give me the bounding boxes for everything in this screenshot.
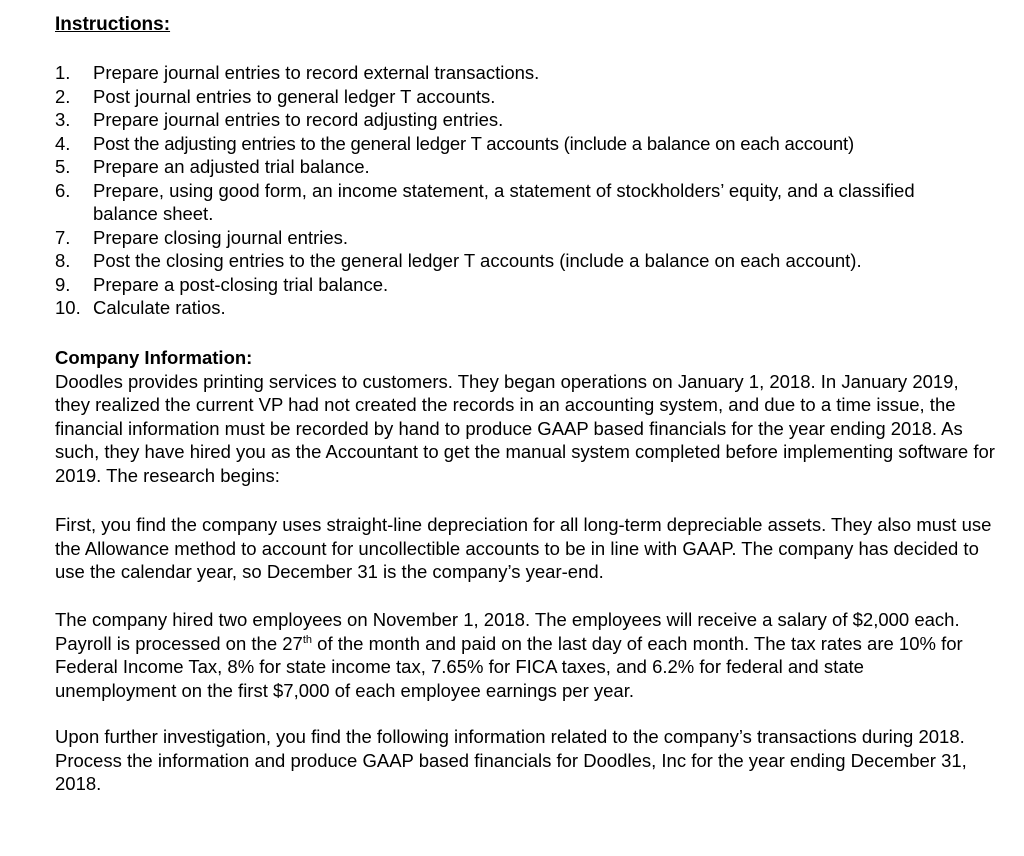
paragraph-3-text-b: of the month and paid on the last day of each month. The tax rates are 10% for Federal Income Tax, 8% for state income tax, 7.65% for FICA taxes, and 6.2% for federal and state unemployment on the first $7,000 of each employee earnings per year. xyxy=(55,632,963,701)
list-item xyxy=(55,61,1005,85)
list-item-text: Prepare journal entries to record external transactions. xyxy=(93,62,540,83)
company-paragraph-3 xyxy=(55,608,990,702)
list-item xyxy=(55,226,1005,250)
list-item-text: Post journal entries to general ledger T accounts. xyxy=(93,85,496,107)
instructions-list xyxy=(55,61,1005,320)
list-item xyxy=(55,179,1005,226)
list-item-text: Prepare a post-closing trial balance. xyxy=(93,273,389,295)
list-item-number: 3. xyxy=(55,109,71,130)
list-item-text: Prepare, using good form, an income statement, a statement of stockholders’ equity, and a classified balance sheet. xyxy=(93,179,915,224)
company-paragraph-2: First, you find the company uses straight-line depreciation for all long-term depreciable assets. They also must use the Allowance method to account for uncollectible accounts to be in line with GAAP. The company has decided to use the calendar year, so December 31 is the company’s year-end. xyxy=(55,514,992,582)
depreciation-paragraph-block xyxy=(55,513,995,584)
list-item-number: 4. xyxy=(55,132,71,154)
investigation-paragraph-block xyxy=(55,725,975,796)
list-item-number: 7. xyxy=(55,226,71,248)
list-item xyxy=(55,132,1005,156)
list-item-number: 8. xyxy=(55,250,71,271)
list-item xyxy=(55,85,1005,109)
list-item-number: 6. xyxy=(55,179,71,201)
list-item-text: Calculate ratios. xyxy=(93,297,226,318)
company-paragraph-1: Doodles provides printing services to customers. They began operations on January 1, 2018. In January 2019, they realized the current VP had not created the records in an accounting system, and due to a time issue, the financial information must be recorded by hand to produce GAAP based financials for the year ending 2018. As such, they have hired you as the Accountant to get the manual system completed before implementing software for 2019. The research begins: xyxy=(55,370,995,486)
list-item-number: 1. xyxy=(55,62,71,83)
list-item-text: Prepare journal entries to record adjusting entries. xyxy=(93,109,504,130)
paragraph-3-text-a: The company hired two employees on November 1, 2018. The employees will receive a salary of $2,000 each. Payroll is processed on the 27 xyxy=(55,609,960,654)
list-item xyxy=(55,108,1005,132)
list-item xyxy=(55,155,1005,179)
company-information-heading: Company Information: xyxy=(55,347,253,368)
list-item-number: 2. xyxy=(55,85,71,107)
list-item-text: Post the closing entries to the general ledger T accounts (include a balance on each account). xyxy=(93,250,862,271)
list-item xyxy=(55,296,1005,320)
ordinal-suffix: th xyxy=(302,633,313,646)
list-item xyxy=(55,273,1005,297)
list-item-number: 9. xyxy=(55,273,71,295)
list-item xyxy=(55,249,1005,273)
payroll-paragraph-block xyxy=(55,608,990,702)
list-item-text: Post the adjusting entries to the general ledger T accounts (include a balance on each account) xyxy=(93,132,854,154)
list-item-text: Prepare closing journal entries. xyxy=(93,226,349,248)
company-paragraph-4: Upon further investigation, you find the following information related to the company’s transactions during 2018. Process the information and produce GAAP based financials for Doodles, Inc for the year ending December 31, 2018. xyxy=(55,726,967,794)
instructions-heading: Instructions: xyxy=(55,14,171,35)
company-information-section xyxy=(55,346,995,487)
list-item-number: 5. xyxy=(55,156,71,177)
list-item-text: Prepare an adjusted trial balance. xyxy=(93,156,370,177)
list-item-number: 10. xyxy=(55,297,81,318)
